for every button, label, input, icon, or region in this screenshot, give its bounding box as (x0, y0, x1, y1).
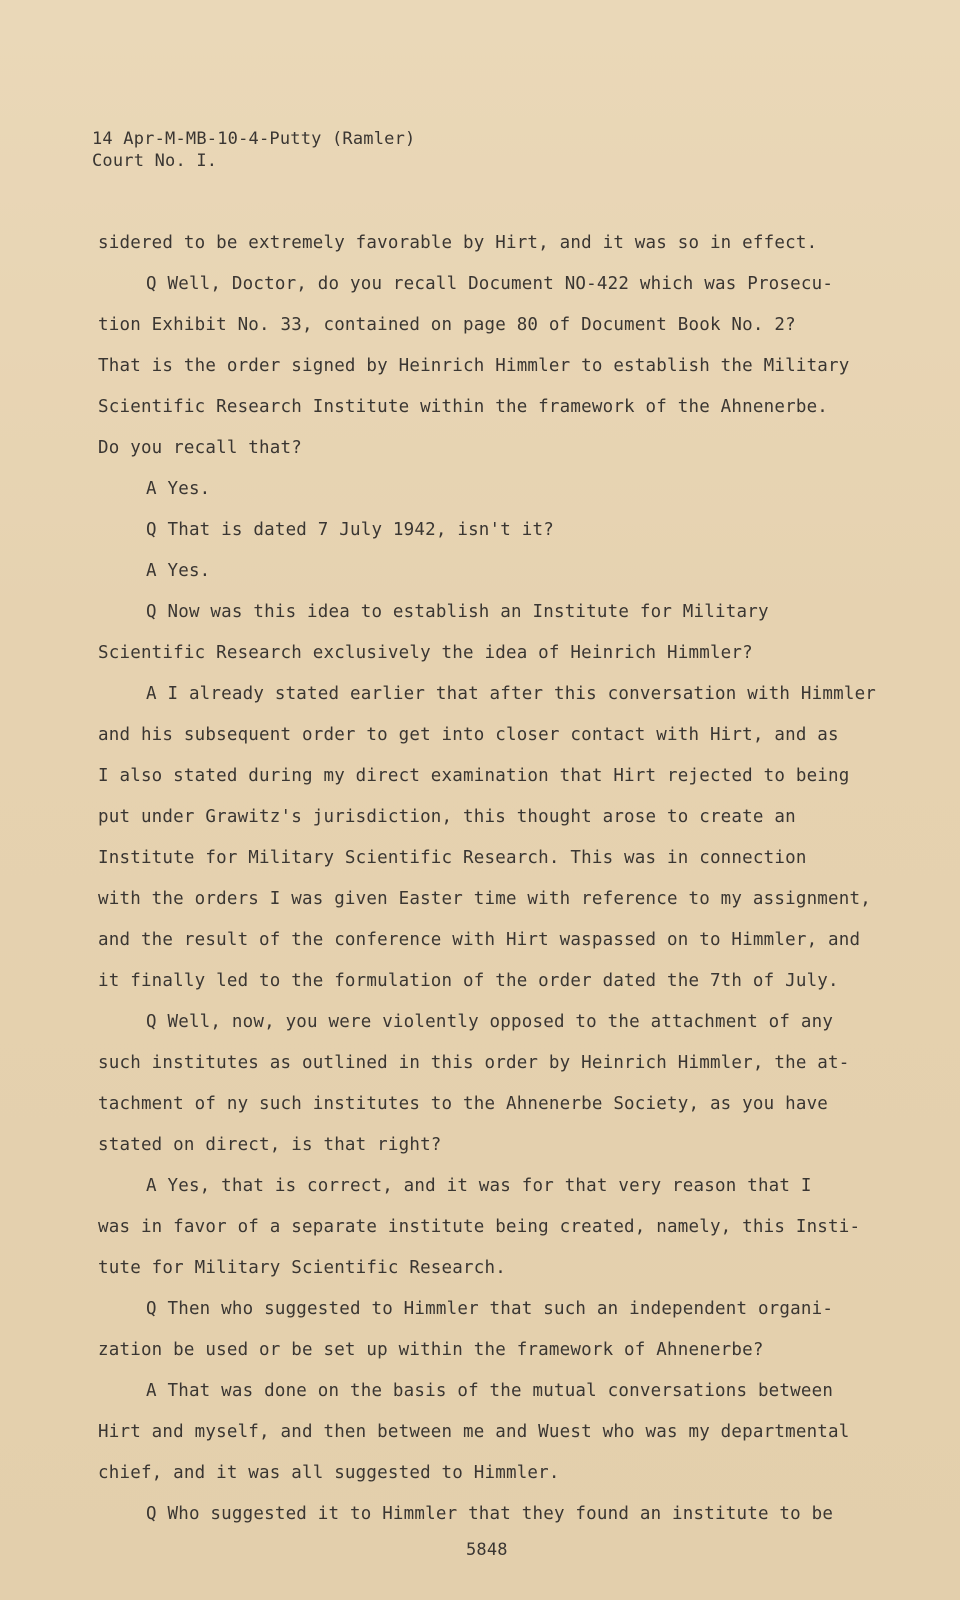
page-number: 5848 (466, 1540, 508, 1560)
transcript-line: Q Well, now, you were violently opposed to the attachment of any (146, 1012, 834, 1032)
transcript-line: tachment of ny such institutes to the Ahnenerbe Society, as you have (98, 1094, 829, 1114)
transcript-line: Scientific Research exclusively the idea of Heinrich Himmler? (98, 643, 753, 663)
transcript-line: Q Now was this idea to establish an Institute for Military (146, 602, 769, 622)
header-court: Court No. I. (92, 151, 218, 171)
transcript-line: with the orders I was given Easter time with reference to my assignment, (98, 889, 871, 909)
transcript-line: That is the order signed by Heinrich Himmler to establish the Military (98, 356, 850, 376)
transcript-line: such institutes as outlined in this order by Heinrich Himmler, the at- (98, 1053, 850, 1073)
transcript-line: A Yes, that is correct, and it was for that very reason that I (146, 1176, 812, 1196)
transcript-line: Q Well, Doctor, do you recall Document NO-422 which was Prosecu- (146, 274, 834, 294)
transcript-line: I also stated during my direct examination that Hirt rejected to being (98, 766, 850, 786)
transcript-line: A Yes. (146, 561, 211, 581)
transcript-line: A Yes. (146, 479, 211, 499)
transcript-line: and his subsequent order to get into closer contact with Hirt, and as (98, 725, 839, 745)
transcript-line: it finally led to the formulation of the order dated the 7th of July. (98, 971, 839, 991)
transcript-line: Institute for Military Scientific Research. This was in connection (98, 848, 807, 868)
transcript-line: tion Exhibit No. 33, contained on page 80 of Document Book No. 2? (98, 315, 796, 335)
transcript-line: Q That is dated 7 July 1942, isn't it? (146, 520, 554, 540)
transcript-line: Do you recall that? (98, 438, 302, 458)
transcript-line: put under Grawitz's jurisdiction, this thought arose to create an (98, 807, 796, 827)
transcript-line: zation be used or be set up within the framework of Ahnenerbe? (98, 1340, 764, 1360)
transcript-line: and the result of the conference with Hirt waspassed on to Himmler, and (98, 930, 861, 950)
transcript-line: A That was done on the basis of the mutual conversations between (146, 1381, 834, 1401)
transcript-line: stated on direct, is that right? (98, 1135, 442, 1155)
transcript-line: Hirt and myself, and then between me and Wuest who was my departmental (98, 1422, 850, 1442)
document-header (92, 128, 415, 172)
transcript-line: was in favor of a separate institute being created, namely, this Insti- (98, 1217, 861, 1237)
transcript-line: chief, and it was all suggested to Himmler. (98, 1463, 560, 1483)
transcript-line: tute for Military Scientific Research. (98, 1258, 506, 1278)
transcript-line: Q Then who suggested to Himmler that such an independent organi- (146, 1299, 834, 1319)
transcript-line: Q Who suggested it to Himmler that they found an institute to be (146, 1504, 834, 1524)
transcript-line: Scientific Research Institute within the framework of the Ahnenerbe. (98, 397, 829, 417)
transcript-body (98, 223, 878, 1535)
transcript-line: A I already stated earlier that after this conversation with Himmler (146, 684, 877, 704)
transcript-line: sidered to be extremely favorable by Hirt, and it was so in effect. (98, 233, 818, 253)
header-reference: 14 Apr-M-MB-10-4-Putty (Ramler) (92, 129, 416, 149)
